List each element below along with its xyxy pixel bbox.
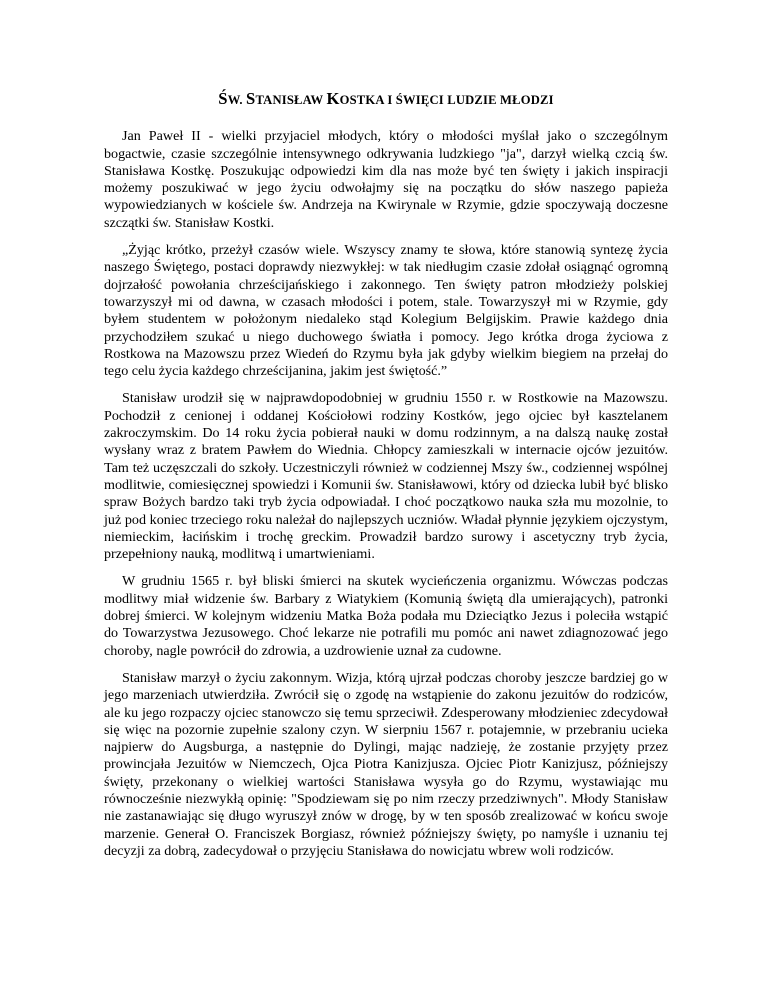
- title-initial-2: S: [246, 89, 256, 108]
- title-initial-3: K: [326, 89, 340, 108]
- paragraph-early-life: Stanisław urodził się w najprawdopodobniej w grudniu 1550 r. w Rostkowie na Mazowszu. Pochodził z cenionej i oddanej Kościołowi rodziny Kostków, jego ojciec był kasztelanem zakroczymskim. Do 14 roku życia pobierał nauki w domu rodzinnym, a na dalszą naukę został wysłany wraz z bratem Pawłem do Wiednia. Chłopcy zamieszkali w internacie ojców jezuitów. Tam też uczęszczali do szkoły. Uczestniczyli również w codziennej Mszy św., codziennej wspólnej modlitwie, comiesięcznej spowiedzi i Komunii św. Stanisławowi, który od dziecka lubił być blisko spraw Bożych bardzo taki tryb życia odpowiadał. I choć początkowo nauka szła mu mozolnie, to już pod koniec trzeciego roku należał do najlepszych uczniów. Władał płynnie językiem ojczystym, niemieckim, łacińskim i trochę greckim. Prowadził bardzo surowy i ascetyczny tryb życia, przepełniony nauką, modlitwą i umartwieniami.: [104, 390, 668, 563]
- title-smallcaps-2: TANISŁAW: [255, 93, 327, 107]
- paragraph-illness-vision: W grudniu 1565 r. był bliski śmierci na skutek wycieńczenia organizmu. Wówczas podczas modlitwy miał widzenie św. Barbary z Wiatykiem (Komunią świętą dla umierających), patronki dobrej śmierci. W kolejnym widzeniu Matka Boża podała mu Dzieciątko Jezus i poleciła wstąpić do Towarzystwa Jezusowego. Choć lekarze nie potrafili mu pomóc ani nawet zdiagnozować jego choroby, nagle powrócił do zdrowia, a uzdrowienie uznał za cudowne.: [104, 573, 668, 659]
- paragraph-papal-quote: „Żyjąc krótko, przeżył czasów wiele. Wszyscy znamy te słowa, które stanowią syntezę życia naszego Świętego, postaci doprawdy niezwykłej: w tak niedługim czasie zdołał osiągnąć ogromną dojrzałość powołania chrześcijańskiego i zakonnego. Ten święty patron młodzieży polskiej towarzyszył mi od dawna, w czasach młodości i potem, stale. Towarzyszył mi w Rzymie, gdy byłem studentem w położonym niedaleko stąd Kolegium Belgijskim. Prawie każdego dnia przychodziłem szukać u niego duchowego światła i pomocy. Jego krótka droga życiowa z Rostkowa na Mazowszu przez Wiedeń do Rzymu była jak gdyby wielkim biegiem na przełaj do tego celu życia każdego chrześcijanina, jakim jest świętość.”: [104, 242, 668, 380]
- document-page: [104, 88, 668, 870]
- document-title: [104, 88, 668, 109]
- title-smallcaps-3: OSTKA I ŚWIĘCI LUDZIE MŁODZI: [339, 93, 554, 107]
- paragraph-religious-vocation: Stanisław marzył o życiu zakonnym. Wizja, którą ujrzał podczas choroby jeszcze bardziej go w jego marzeniach utwierdziła. Zwrócił się o zgodę na wstąpienie do zakonu jezuitów do rodziców, ale ku jego rozpaczy ojciec stanowczo się temu sprzeciwił. Zdesperowany młodzieniec zdecydował się więc na pozornie zupełnie szalony czyn. W sierpniu 1567 r. potajemnie, w przebraniu ucieka najpierw do Augsburga, a następnie do Dylingi, mając nadzieję, że zostanie przyjęty przez prowincjała Jezuitów w Niemczech, Ojca Piotra Kanizjusza. Ojciec Piotr Kanizjusz, późniejszy święty, przekonany o wielkiej wartości Stanisława wysyła go do Rzymu, wystawiając mu równocześnie niezwykłą opinię: "Spodziewam się po nim rzeczy przedziwnych". Młody Stanisław nie zastanawiając się długo wyruszył znów w drogę, by w ten sposób zrealizować w końcu swoje marzenie. Generał O. Franciszek Borgiasz, również późniejszy święty, po namyśle i uznaniu tej decyzji za dobrą, zadecydował o przyjęciu Stanisława do nowicjatu wbrew woli rodziców.: [104, 669, 668, 859]
- title-initial-1: Ś: [218, 89, 228, 108]
- title-smallcaps-1: W.: [227, 93, 247, 107]
- paragraph-intro: Jan Paweł II - wielki przyjaciel młodych, który o młodości myślał jako o szczególnym bogactwie, czasie szczególnie intensywnego odkrywania ludzkiego "ja", darzył wielką czcią św. Stanisława Kostkę. Poszukując odpowiedzi kim dla nas może być ten święty i jakich inspiracji możemy poszukiwać w jego życiu odwołajmy się na początku do słów naszego papieża wypowiedzianych w kościele św. Andrzeja na Kwirynale w Rzymie, gdzie spoczywają doczesne szczątki św. Stanisław Kostki.: [104, 128, 668, 231]
